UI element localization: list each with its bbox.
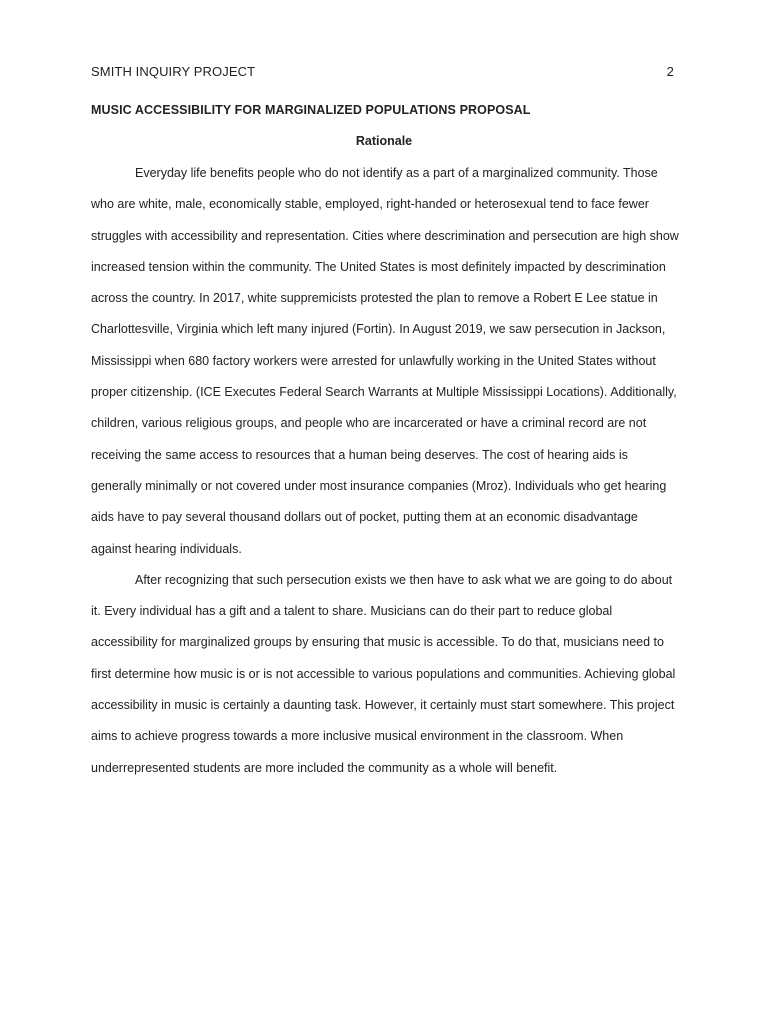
document-title: MUSIC ACCESSIBILITY FOR MARGINALIZED POPULATIONS PROPOSAL xyxy=(91,103,531,117)
paragraph: Everyday life benefits people who do not identify as a part of a marginalized community. Those who are white, male, economically stable, employed, right-handed or heterosexual tend to face fewer struggles with accessibility and representation. Cities where descrimination and persecution are high show increased tension within the community. The United States is most definitely impacted by descrimination across the country. In 2017, white suppremicists protested the plan to remove a Robert E Lee statue in Charlottesville, Virginia which left many injured (Fortin). In August 2019, we saw persecution in Jackson, Mississippi when 680 factory workers were arrested for unlawfully working in the United States without proper citizenship. (ICE Executes Federal Search Warrants at Multiple Mississippi Locations). Additionally, children, various religious groups, and people who are incarcerated or have a criminal record are not receiving the same access to resources that a human being deserves. The cost of hearing aids is generally minimally or not covered under most insurance companies (Mroz). Individuals who get hearing aids have to pay several thousand dollars out of pocket, putting them at an economic disadvantage against hearing individuals. xyxy=(91,166,679,556)
section-heading: Rationale xyxy=(355,134,413,148)
body-text xyxy=(91,158,681,784)
paragraph: After recognizing that such persecution exists we then have to ask what we are going to do about it. Every individual has a gift and a talent to share. Musicians can do their part to reduce global accessibility for marginalized groups by ensuring that music is accessible. To do that, musicians need to first determine how music is or is not accessible to various populations and communities. Achieving global accessibility in music is certainly a daunting task. However, it certainly must start somewhere. This project aims to achieve progress towards a more inclusive musical environment in the classroom. When underrepresented students are more included the community as a whole will benefit. xyxy=(91,572,676,775)
running-head-title: SMITH INQUIRY PROJECT xyxy=(91,64,256,79)
running-head xyxy=(91,64,674,82)
page-number: 2 xyxy=(666,64,674,79)
